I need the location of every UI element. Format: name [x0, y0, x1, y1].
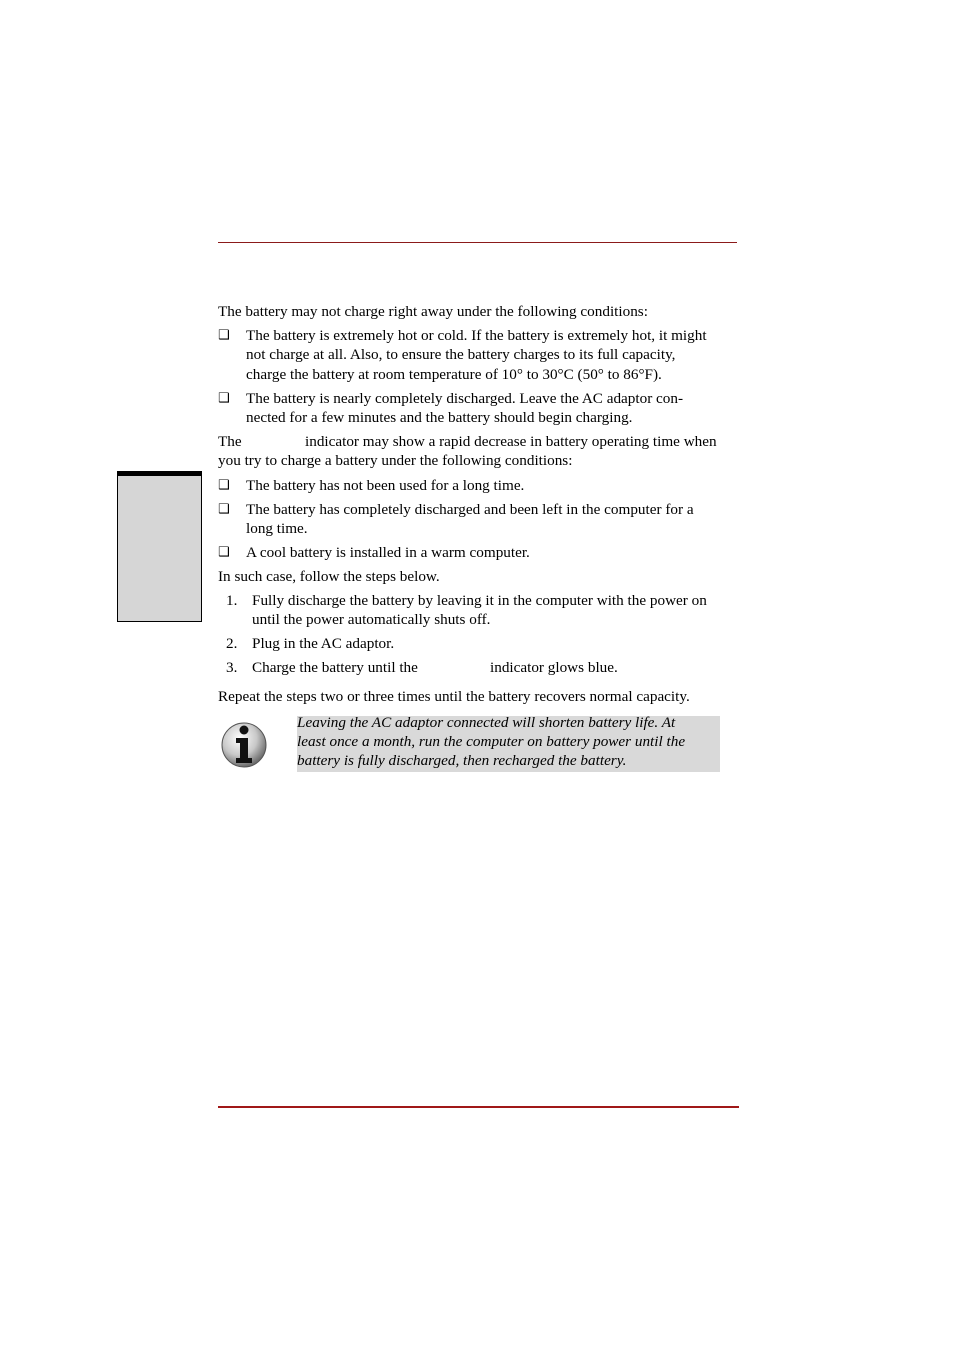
- checkbox-bullet-icon: ❑: [218, 545, 230, 560]
- intro-paragraph: The battery may not charge right away under the following conditions:: [218, 303, 648, 320]
- repeat-paragraph: Repeat the steps two or three times until the battery recovers normal capacity.: [218, 688, 690, 705]
- checkbox-bullet-icon: ❑: [218, 478, 230, 493]
- chapter-side-tab: [117, 471, 202, 622]
- footer-rule: [218, 1106, 739, 1108]
- indicator-paragraph: The indicator may show a rapid decrease in battery operating time when: [218, 433, 717, 450]
- steps-intro: In such case, follow the steps below.: [218, 568, 440, 585]
- note-text: Leaving the AC adaptor connected will shorten battery life. At least once a month, run the computer on battery power until the battery is fully discharged, then recharged the battery.: [297, 714, 686, 770]
- checkbox-bullet-icon: ❑: [218, 502, 230, 517]
- checkbox-bullet-icon: ❑: [218, 391, 230, 406]
- checkbox-bullet-icon: ❑: [218, 328, 230, 343]
- indicator-paragraph-line2: you try to charge a battery under the following conditions:: [218, 452, 573, 470]
- header-rule: [218, 242, 737, 243]
- info-icon: [221, 719, 269, 771]
